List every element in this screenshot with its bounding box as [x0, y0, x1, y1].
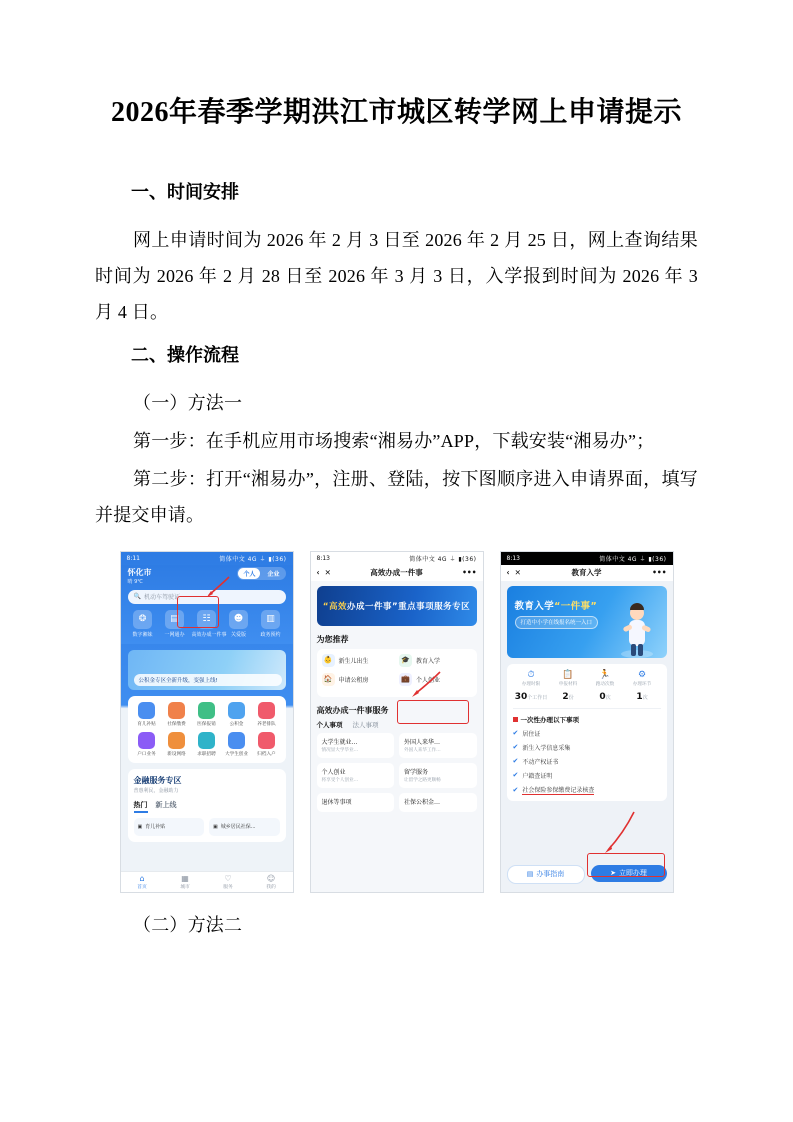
service-icon — [228, 732, 245, 749]
checklist — [513, 729, 661, 795]
recommend-label: 申请公租房 — [338, 676, 369, 684]
screenshot-one-thing-zone — [310, 551, 484, 893]
apply-button[interactable] — [591, 865, 667, 882]
summary-card — [507, 664, 667, 801]
check-icon: ✔ — [512, 729, 519, 738]
kpi-unit: 次 — [642, 694, 648, 701]
nav-label: 我的 — [266, 884, 276, 890]
tab-legal-person[interactable]: 法人事项 — [352, 720, 379, 729]
service-label: 大学生创业 — [225, 751, 248, 757]
service-icon — [258, 702, 275, 719]
finance-tabs — [134, 800, 280, 813]
service-card[interactable] — [399, 793, 477, 812]
service-card[interactable] — [317, 733, 395, 758]
one-thing-text: 一次性办理以下事项 — [520, 715, 579, 724]
service-label: 户口业务 — [137, 751, 156, 757]
finance-subtitle: 普惠利民，金融助力 — [133, 787, 179, 794]
checklist-item — [513, 757, 661, 766]
page-header — [311, 565, 483, 581]
service-label: 求职招聘 — [197, 751, 216, 757]
status-indicators: 简体中文 4G ⏚ ▮(36) — [599, 555, 667, 563]
banner-caption: 公积金专区全新升级，变强上线! — [134, 674, 282, 686]
recommend-item-newborn[interactable] — [322, 654, 395, 667]
checklist-item — [513, 743, 661, 752]
kpi-value — [513, 692, 550, 702]
header-title: 教育入学 — [571, 568, 602, 578]
nav-label: 首页 — [137, 884, 147, 890]
nav-label: 服务 — [223, 884, 233, 890]
kpi-number: 0 — [599, 691, 606, 702]
finance-card[interactable] — [209, 818, 280, 836]
service-icon — [258, 732, 275, 749]
service-label: 社保缴费 — [167, 721, 186, 727]
status-time: 8:11 — [126, 554, 140, 562]
hero-subtitle: 打造中小学在线报名统一入口 — [515, 616, 599, 629]
hero-text: 办成一件事”重点事项服务专区 — [347, 601, 471, 612]
card-label: 城乡居民社保... — [220, 824, 256, 831]
annotation-arrow-3 — [601, 810, 637, 854]
service-icon — [198, 702, 215, 719]
finance-cards — [134, 818, 280, 836]
service-icon — [168, 702, 185, 719]
home-banner[interactable] — [128, 650, 286, 690]
service-icon — [228, 702, 245, 719]
more-icon[interactable]: ••• — [652, 568, 667, 578]
check-icon: ✔ — [512, 785, 519, 794]
service-title: 外国人来华… — [404, 738, 441, 746]
persona-personal[interactable]: 个人 — [238, 568, 260, 579]
paragraph-step-two: 第二步：打开“湘易办”，注册、登陆，按下图顺序进入申请界面，填写并提交申请。 — [95, 468, 698, 525]
service-sub: 让留学之路更顺畅 — [404, 777, 441, 783]
city-selector[interactable] — [128, 567, 286, 585]
divider — [513, 708, 661, 709]
gear-icon: ⚙ — [637, 669, 647, 680]
recommend-list — [317, 649, 477, 697]
guide-button[interactable] — [507, 865, 585, 884]
service-grid-item[interactable] — [222, 732, 252, 757]
kpi-duration — [513, 670, 550, 687]
kpi-value — [624, 692, 661, 702]
baby-icon: 👶 — [322, 654, 335, 667]
kpi-icons — [513, 670, 661, 687]
persona-switch[interactable] — [237, 567, 285, 580]
services-tabs — [317, 720, 483, 729]
recommend-label: 个人创业 — [416, 676, 441, 684]
checklist-label: 户籍查证明 — [522, 772, 553, 780]
city-icon: ▦ — [181, 873, 189, 883]
service-card[interactable] — [317, 763, 395, 788]
illustration-student — [613, 596, 661, 658]
nav-service[interactable] — [223, 874, 233, 890]
clock-icon: ⏱ — [527, 669, 535, 680]
tab-new[interactable]: 新上线 — [155, 800, 177, 809]
guide-label: 办事指南 — [536, 870, 565, 879]
service-grid-item[interactable] — [192, 702, 222, 727]
card-label: 育儿补贴 — [145, 824, 166, 831]
person-icon: ☺ — [266, 873, 276, 883]
hero-title-main: 教育入学 — [514, 600, 555, 612]
close-icon[interactable]: ✕ — [324, 568, 331, 578]
header-title: 高效办成一件事 — [370, 568, 423, 578]
more-icon[interactable]: ••• — [462, 568, 477, 578]
service-icon — [168, 732, 185, 749]
digital-icon: ❂ — [133, 610, 152, 629]
service-title: 社保公积金… — [404, 798, 441, 806]
paragraph-time-schedule: 网上申请时间为 2026 年 2 月 3 日至 2026 年 2 月 25 日，网上查询结果时间为 2026 年 2 月 28 日至 2026 年 3 月 3 日，入学报到时间为 2026 年 3 月 4 日。 — [95, 230, 698, 323]
screenshot-education-enrollment — [500, 551, 674, 893]
kpi-unit: 个工作日 — [527, 694, 548, 701]
home-icon: ⌂ — [139, 873, 145, 883]
kpi-label: 跑动次数 — [595, 681, 615, 687]
service-label: 归档入户 — [257, 751, 276, 757]
back-icon[interactable]: ‹ — [316, 568, 320, 578]
status-time: 8:13 — [506, 554, 520, 562]
kpi-steps — [624, 670, 661, 687]
service-title: 退休等事项 — [321, 798, 352, 806]
arrow-right-icon: ➤ — [610, 869, 616, 878]
check-icon: ✔ — [512, 743, 519, 752]
action-bar — [507, 865, 667, 884]
recommend-item-public-housing[interactable] — [322, 673, 395, 686]
nav-city[interactable] — [180, 874, 190, 890]
nav-home[interactable] — [137, 874, 147, 890]
quick-entry-label: 关爱版 — [230, 631, 246, 638]
service-grid-item[interactable] — [162, 702, 192, 727]
paragraph-method-two: （二）方法二 — [133, 914, 243, 935]
service-grid — [128, 696, 286, 763]
apply-label: 立即办理 — [618, 869, 647, 878]
nav-profile[interactable] — [266, 874, 276, 890]
one-thing-icon: ☷ — [197, 610, 216, 629]
care-mode-icon: ☻ — [229, 610, 248, 629]
search-placeholder: 机动车驾驶证 — [143, 594, 180, 602]
service-card[interactable] — [317, 793, 395, 812]
services-grid — [317, 733, 477, 812]
nav-label: 城市 — [180, 884, 190, 890]
heart-icon: ♡ — [224, 873, 232, 883]
recommend-row — [322, 673, 472, 686]
briefcase-icon: 💼 — [399, 673, 412, 686]
quick-entry-0[interactable] — [128, 610, 158, 638]
service-sub: 将享受个人创业… — [321, 777, 359, 783]
quick-entry-4[interactable] — [256, 610, 286, 638]
tab-personal[interactable]: 个人事项 — [316, 720, 343, 729]
recommend-label: 新生儿出生 — [338, 657, 369, 665]
search-input[interactable] — [128, 590, 286, 604]
service-icon — [138, 702, 155, 719]
book-icon: ▤ — [526, 870, 534, 879]
kpi-trips — [587, 670, 624, 687]
hero-title — [515, 598, 598, 612]
annotation-arrow-2 — [409, 670, 443, 698]
checklist-item — [513, 785, 661, 795]
hero-title-accent: “一件事” — [554, 600, 598, 612]
one-thing-label — [513, 715, 661, 724]
kpi-label: 申报材料 — [558, 681, 578, 687]
recommend-label: 教育入学 — [416, 657, 441, 665]
house-icon: 🏠 — [322, 673, 335, 686]
service-title: 留学服务 — [404, 768, 429, 776]
page-header — [501, 565, 673, 581]
service-grid-item[interactable] — [252, 732, 282, 757]
kpi-label: 办理时限 — [521, 681, 541, 687]
status-bar — [311, 552, 483, 565]
status-indicators: 简体中文 4G ⏚ ▮(36) — [409, 555, 477, 563]
home-header — [121, 565, 293, 644]
kpi-materials — [550, 670, 587, 687]
kpi-unit: 次 — [605, 694, 611, 701]
checklist-label: 社会保险参保缴费记录核查 — [522, 786, 595, 794]
quick-entry-1[interactable] — [160, 610, 190, 638]
kpi-unit: 份 — [568, 694, 574, 701]
checklist-label: 新生入学信息采集 — [522, 744, 571, 752]
kpi-label: 办理环节 — [632, 681, 652, 687]
kpi-values — [513, 692, 661, 702]
service-card[interactable] — [399, 733, 477, 758]
service-sub: 情况显大学毕业… — [321, 747, 359, 753]
service-grid-item[interactable] — [162, 732, 192, 757]
appointment-icon: ▥ — [261, 610, 280, 629]
check-icon: ✔ — [512, 757, 519, 766]
form-icon: 📋 — [562, 669, 574, 680]
tab-hot[interactable]: 热门 — [134, 800, 148, 813]
quick-entry-one-thing[interactable] — [191, 610, 227, 638]
status-bar — [121, 552, 293, 565]
kpi-value — [550, 692, 587, 702]
hero-banner — [317, 586, 477, 626]
screenshot-gallery — [95, 551, 698, 893]
paragraph-method-one: （一）方法一 — [133, 392, 243, 413]
paragraph-step-one: 第一步：在手机应用市场搜索“湘易办”APP，下载安装“湘易办”； — [133, 430, 655, 451]
service-icon — [198, 732, 215, 749]
document-body — [95, 95, 698, 945]
kpi-value — [587, 692, 624, 702]
checklist-item — [513, 771, 661, 780]
search-icon: 🔍 — [133, 593, 141, 601]
service-icon — [138, 732, 155, 749]
section-recommend-title: 为您推荐 — [316, 634, 349, 644]
service-label: 育儿补贴 — [137, 721, 156, 727]
check-icon: ✔ — [512, 771, 519, 780]
service-card[interactable] — [399, 763, 477, 788]
card-icon: ▣ — [137, 823, 143, 830]
service-sub: 外国人来华工作… — [404, 747, 441, 753]
quick-entry-label: 一网通办 — [164, 631, 185, 638]
city-name: 怀化市 — [127, 567, 152, 577]
service-grid-item[interactable] — [192, 732, 222, 757]
persona-enterprise[interactable]: 企业 — [267, 570, 280, 578]
service-grid-item[interactable] — [132, 732, 162, 757]
hero-text-highlight: “高效 — [322, 601, 347, 612]
hero-banner — [507, 586, 667, 658]
spacer — [95, 332, 698, 342]
service-label: 新设网络 — [167, 751, 186, 757]
back-icon[interactable]: ‹ — [506, 568, 510, 578]
finance-card[interactable] — [134, 818, 205, 836]
section-services-title: 高效办成一件事服务 — [316, 705, 389, 715]
quick-entry-row — [128, 610, 286, 638]
quick-entry-label: 政务预约 — [260, 631, 281, 638]
kpi-number: 30 — [514, 691, 528, 702]
marker-icon — [513, 717, 518, 722]
heading-process: 二、操作流程 — [131, 345, 239, 367]
city-weather: 晴 9℃ — [127, 578, 143, 585]
service-title: 个人创业 — [321, 768, 346, 776]
bottom-nav — [121, 871, 293, 892]
finance-title: 金融服务专区 — [133, 775, 182, 785]
page-title: 2026年春季学期洪江市城区转学网上申请提示 — [110, 97, 682, 128]
heading-time-schedule: 一、时间安排 — [131, 182, 239, 204]
service-label: 医保报销 — [197, 721, 216, 727]
card-icon: ▣ — [213, 823, 218, 830]
status-bar — [501, 552, 673, 565]
quick-entry-label: 高效办成一件事 — [191, 631, 227, 638]
screenshot-app-home — [120, 551, 294, 893]
finance-zone — [128, 769, 286, 842]
checklist-label: 不动产权证书 — [522, 758, 559, 766]
education-icon: 🎓 — [399, 654, 412, 667]
recommend-row — [322, 654, 472, 667]
service-label: 养老排队 — [257, 721, 276, 727]
service-title: 大学生就业… — [321, 738, 358, 746]
service-label: 公积金 — [229, 721, 244, 727]
status-indicators: 简体中文 4G ⏚ ▮(36) — [219, 555, 287, 563]
service-grid-item[interactable] — [252, 702, 282, 727]
close-icon[interactable]: ✕ — [514, 568, 521, 578]
quick-entry-label: 数字湘妹 — [132, 631, 153, 638]
kpi-number: 2 — [562, 691, 569, 702]
quick-entry-3[interactable] — [224, 610, 254, 638]
runner-icon: 🏃 — [599, 669, 611, 680]
services-icon: ▤ — [165, 610, 184, 629]
service-grid-item[interactable] — [132, 702, 162, 727]
checklist-item — [513, 729, 661, 738]
service-grid-item[interactable] — [222, 702, 252, 727]
kpi-number: 1 — [636, 691, 643, 702]
checklist-label: 居住证 — [522, 730, 541, 738]
status-time: 8:13 — [316, 554, 330, 562]
recommend-item-education[interactable] — [399, 654, 472, 667]
